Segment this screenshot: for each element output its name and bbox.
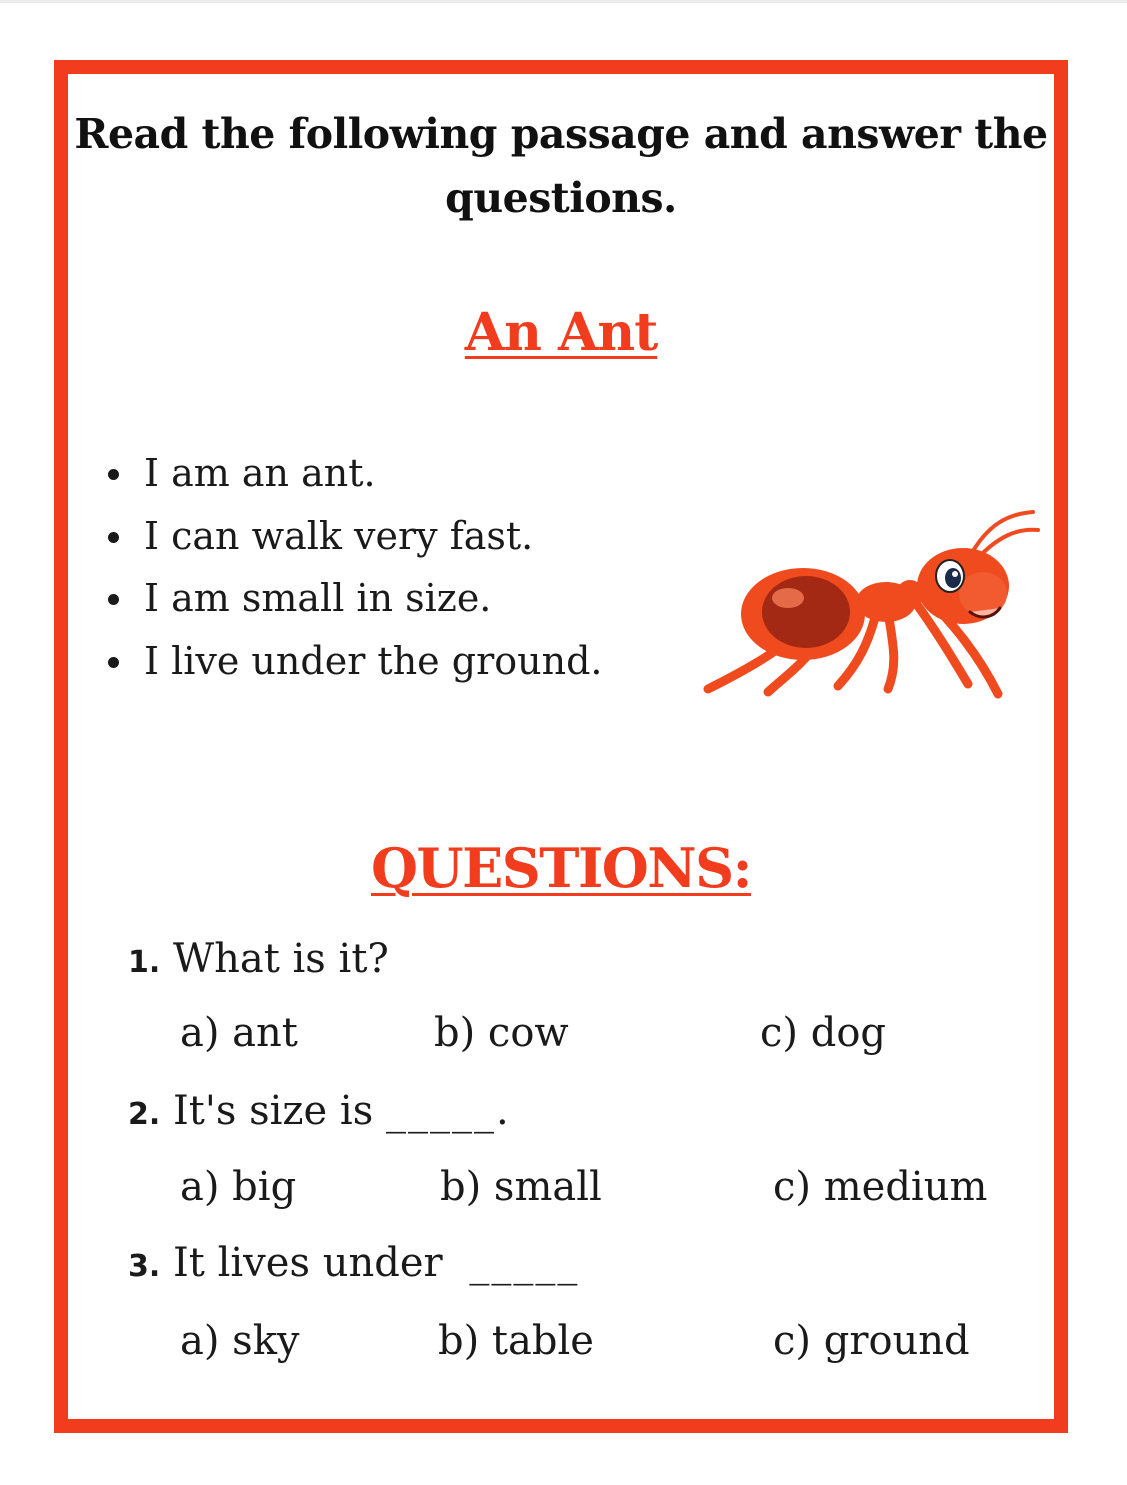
question-text: What is it? [173, 936, 389, 982]
option-3b: b) table [438, 1318, 594, 1364]
passage-line: I am an ant. [98, 442, 602, 505]
page-top-rule [0, 0, 1127, 3]
question-number: 3. [128, 1249, 161, 1284]
question-number: 1. [128, 945, 161, 980]
option-2b: b) small [440, 1164, 602, 1210]
instruction-line-1: Read the following passage and answer the [74, 110, 1048, 158]
passage-line: I can walk very fast. [98, 505, 602, 568]
option-1c: c) dog [760, 1010, 887, 1056]
worksheet-frame [54, 60, 1068, 1433]
answer-blank: _____. [385, 1088, 511, 1134]
ant-cartoon-icon [688, 494, 1048, 704]
questions-heading: QUESTIONS: [370, 836, 752, 900]
option-3a: a) sky [180, 1318, 300, 1364]
question-1 [128, 936, 389, 982]
option-1b: b) cow [434, 1010, 569, 1056]
question-3 [128, 1240, 579, 1286]
question-2 [128, 1088, 511, 1134]
option-3c: c) ground [773, 1318, 970, 1364]
instruction-heading [68, 102, 1054, 230]
question-text: It's size is [173, 1088, 374, 1134]
instruction-line-2: questions. [445, 174, 677, 222]
option-1a: a) ant [180, 1010, 298, 1056]
passage-line: I live under the ground. [98, 630, 602, 693]
passage-line: I am small in size. [98, 567, 602, 630]
option-2a: a) big [180, 1164, 297, 1210]
passage-list [98, 442, 602, 692]
answer-blank: _____ [469, 1240, 580, 1286]
option-2c: c) medium [773, 1164, 988, 1210]
question-text: It lives under [173, 1240, 443, 1286]
passage-title: An Ant [464, 302, 658, 363]
question-number: 2. [128, 1097, 161, 1132]
